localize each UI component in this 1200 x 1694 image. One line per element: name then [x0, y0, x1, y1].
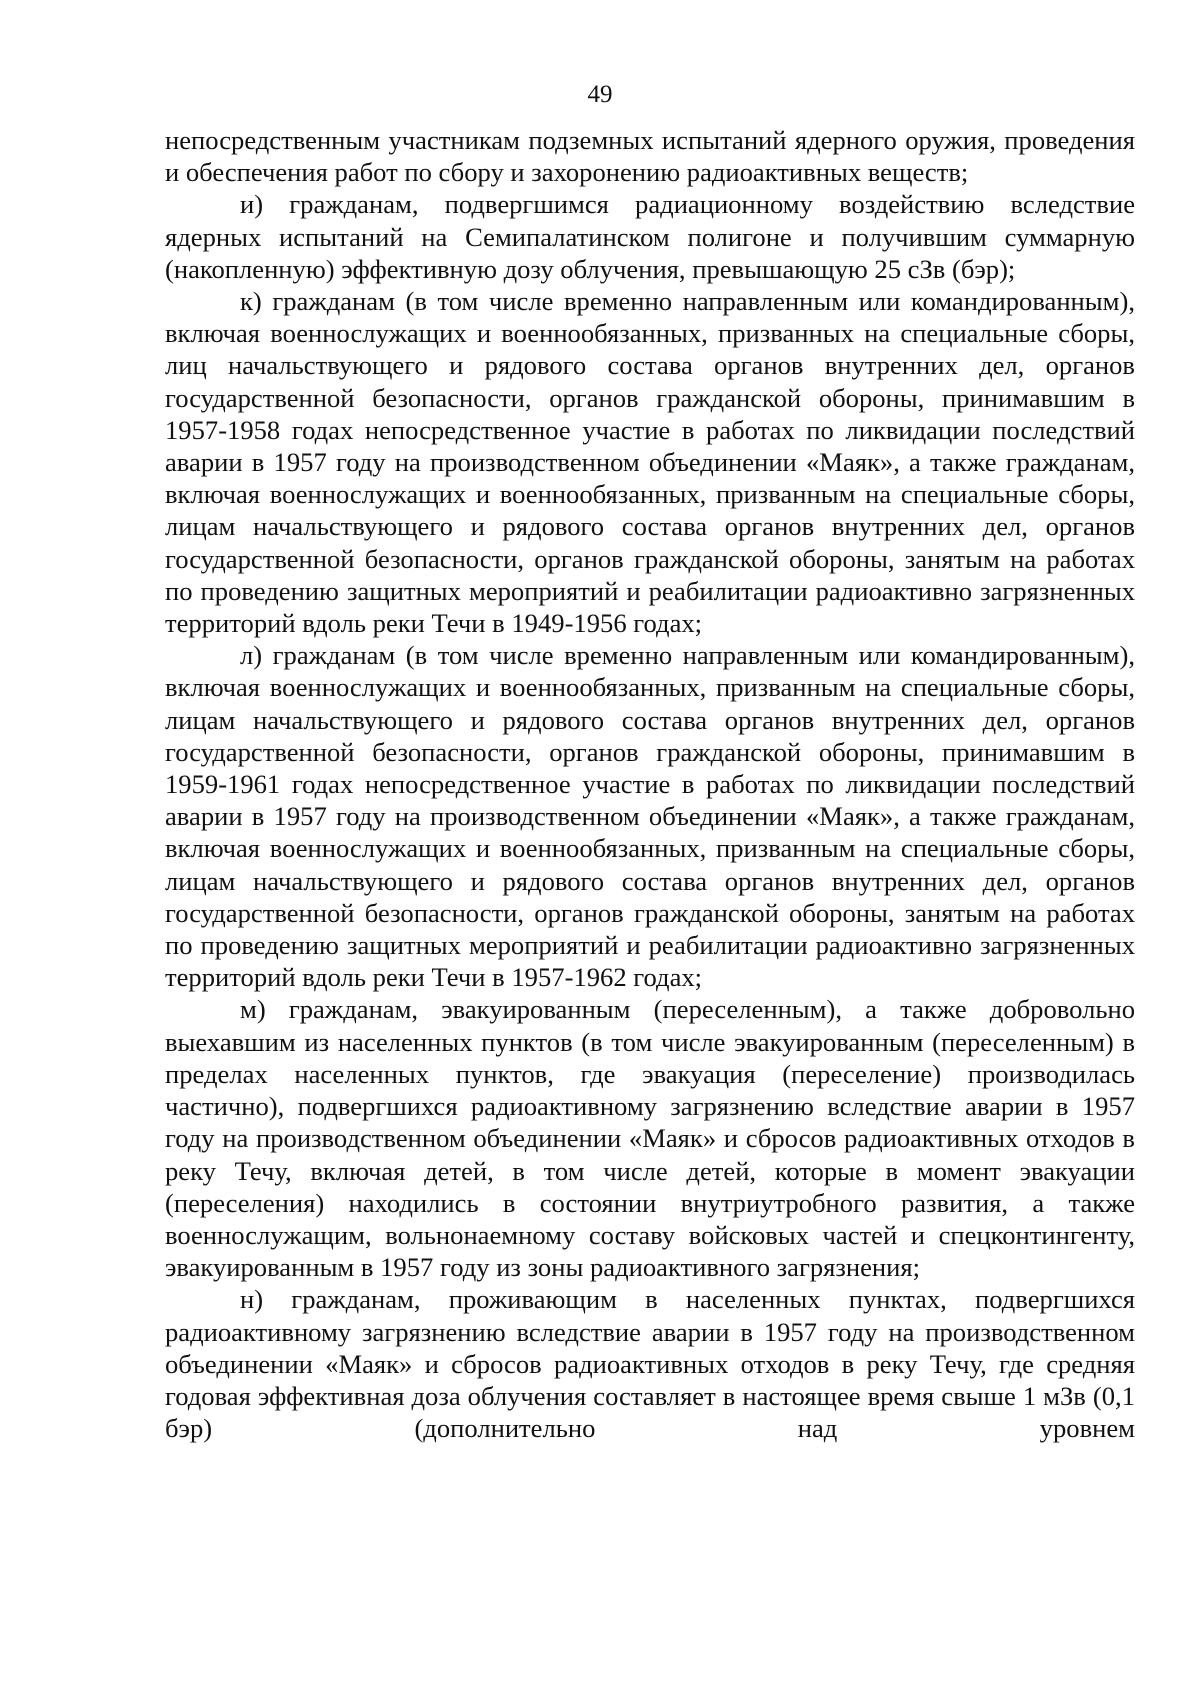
paragraph-item-i: и) гражданам, подвергшимся радиационному воздействию вследствие ядерных испытаний на Семипалатинском полигоне и получившим суммарную (накопленную) эффективную дозу облучения, превышающую 25 сЗв (бэр); [165, 189, 1135, 284]
paragraph-continuation: непосредственным участникам подземных испытаний ядерного оружия, проведения и обеспечения работ по сбору и захоронению радиоактивных веществ; [165, 125, 1135, 188]
page-number: 49 [587, 81, 613, 108]
paragraph-item-m: м) гражданам, эвакуированным (переселенным), а также добровольно выехавшим из населенных пунктов (в том числе эвакуированным (переселенным) в пределах населенных пунктов, где эвакуация (переселение) производилась частично), подвергшихся радиоактивному загрязнению вследствие аварии в 1957 году на производственном объединении «Маяк» и сбросов радиоактивных отходов в реку Течу, включая детей, в том числе детей, которые в момент эвакуации (переселения) находились в состоянии внутриутробного развития, а также военнослужащим, вольнонаемному составу войсковых частей и спецконтингенту, эвакуированным в 1957 году из зоны радиоактивного загрязнения; [165, 994, 1135, 1283]
paragraph-item-n: н) гражданам, проживающим в населенных пунктах, подвергшихся радиоактивному загрязнению вследствие аварии в 1957 году на производственном объединении «Маяк» и сбросов радиоактивных отходов в реку Течу, где средняя годовая эффективная доза облучения составляет в настоящее время свыше 1 мЗв (0,1 бэр) (дополнительно над уровнем [165, 1284, 1135, 1444]
paragraph-item-k: к) гражданам (в том числе временно направленным или командированным), включая военнослужащих и военнообязанных, призванных на специальные сборы, лиц начальствующего и рядового состава органов внутренних дел, органов государственной безопасности, органов гражданской обороны, принимавшим в 1957-1958 годах непосредственное участие в работах по ликвидации последствий аварии в 1957 году на производственном объединении «Маяк», а также гражданам, включая военнослужащих и военнообязанных, призванным на специальные сборы, лицам начальствующего и рядового состава органов внутренних дел, органов государственной безопасности, органов гражданской обороны, занятым на работах по проведению защитных мероприятий и реабилитации радиоактивно загрязненных территорий вдоль реки Течи в 1949-1956 годах; [165, 286, 1135, 639]
paragraph-item-l: л) гражданам (в том числе временно направленным или командированным), включая военнослужащих и военнообязанных, призванным на специальные сборы, лицам начальствующего и рядового состава органов внутренних дел, органов государственной безопасности, органов гражданской обороны, принимавшим в 1959-1961 годах непосредственное участие в работах по ликвидации последствий аварии в 1957 году на производственном объединении «Маяк», а также гражданам, включая военнослужащих и военнообязанных, призванным на специальные сборы, лицам начальствующего и рядового состава органов внутренних дел, органов государственной безопасности, органов гражданской обороны, занятым на работах по проведению защитных мероприятий и реабилитации радиоактивно загрязненных территорий вдоль реки Течи в 1957-1962 годах; [165, 640, 1135, 993]
document-body [165, 124, 1135, 1444]
